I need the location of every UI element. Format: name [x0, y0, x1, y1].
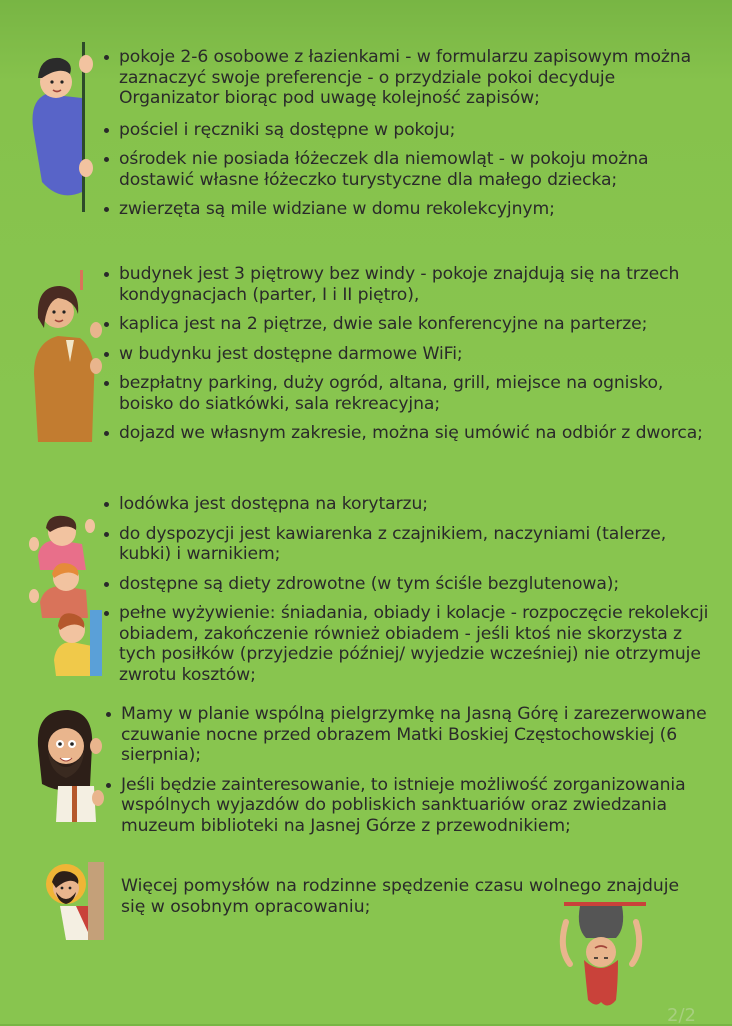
- saint-peeking-icon: [40, 862, 106, 940]
- list-item: lodówka jest dostępna na korytarzu;: [119, 494, 719, 515]
- list-item: budynek jest 3 piętrowy bez windy - pokoje znajdują się na trzech kondygnacjach (parter, I i II piętro),: [119, 264, 719, 305]
- list-item: ośrodek nie posiada łóżeczek dla niemowląt - w pokoju można dostawić własne łóżeczko turystyczne dla małego dziecka;: [119, 149, 719, 190]
- jesus-peeking-icon: [34, 706, 110, 822]
- list-item: Jeśli będzie zainteresowanie, to istnieje możliwość zorganizowania wspólnych wyjazdów do pobliskich sanktuariów oraz zwiedzania muzeum biblioteki na Jasnej Górze z przewodnikiem;: [121, 775, 721, 837]
- page-number: 2/2: [667, 1005, 696, 1026]
- man-peeking-icon: [20, 42, 98, 212]
- note-text: Więcej pomysłów na rodzinne spędzenie czasu wolnego znajduje się w osobnym opracowaniu;: [121, 876, 680, 917]
- list-item: Mamy w planie wspólną pielgrzymkę na Jasną Górę i zarezerwowane czuwanie nocne przed obrazem Matki Boskiej Częstochowskiej (6 sierpnia);: [121, 704, 721, 766]
- list-item: do dyspozycji jest kawiarenka z czajnikiem, naczyniami (talerze, kubki) i warnikiem;: [119, 524, 719, 565]
- children-peeking-icon: [26, 510, 102, 676]
- list-item: pokoje 2-6 osobowe z łazienkami - w formularzu zapisowym można zaznaczyć swoje preferencje - o przydziale pokoi decyduje Organizator biorąc pod uwagę kolejność zapisów;: [119, 47, 719, 109]
- woman-peeking-icon: [30, 270, 116, 442]
- list-item: bezpłatny parking, duży ogród, altana, grill, miejsce na ognisko, boisko do siatkówki, sala rekreacyjna;: [119, 373, 719, 414]
- girl-upside-down-icon: [556, 898, 650, 1010]
- list-item: dostępne są diety zdrowotne (w tym ściśle bezglutenowa);: [119, 574, 719, 595]
- list-item: dojazd we własnym zakresie, można się umówić na odbiór z dworca;: [119, 423, 719, 444]
- list-item: zwierzęta są mile widziane w domu rekolekcyjnym;: [119, 199, 719, 220]
- list-item: pełne wyżywienie: śniadania, obiady i kolacje - rozpoczęcie rekolekcji obiadem, zakończenie również obiadem - jeśli ktoś nie skorzysta z tych posiłków (przyjedzie później/ wyjedzie wcześniej) nie otrzymuje zwrotu kosztów;: [119, 603, 719, 685]
- list-item: kaplica jest na 2 piętrze, dwie sale konferencyjne na parterze;: [119, 314, 719, 335]
- list-item: w budynku jest dostępne darmowe WiFi;: [119, 344, 719, 365]
- list-item: pościel i ręczniki są dostępne w pokoju;: [119, 120, 719, 141]
